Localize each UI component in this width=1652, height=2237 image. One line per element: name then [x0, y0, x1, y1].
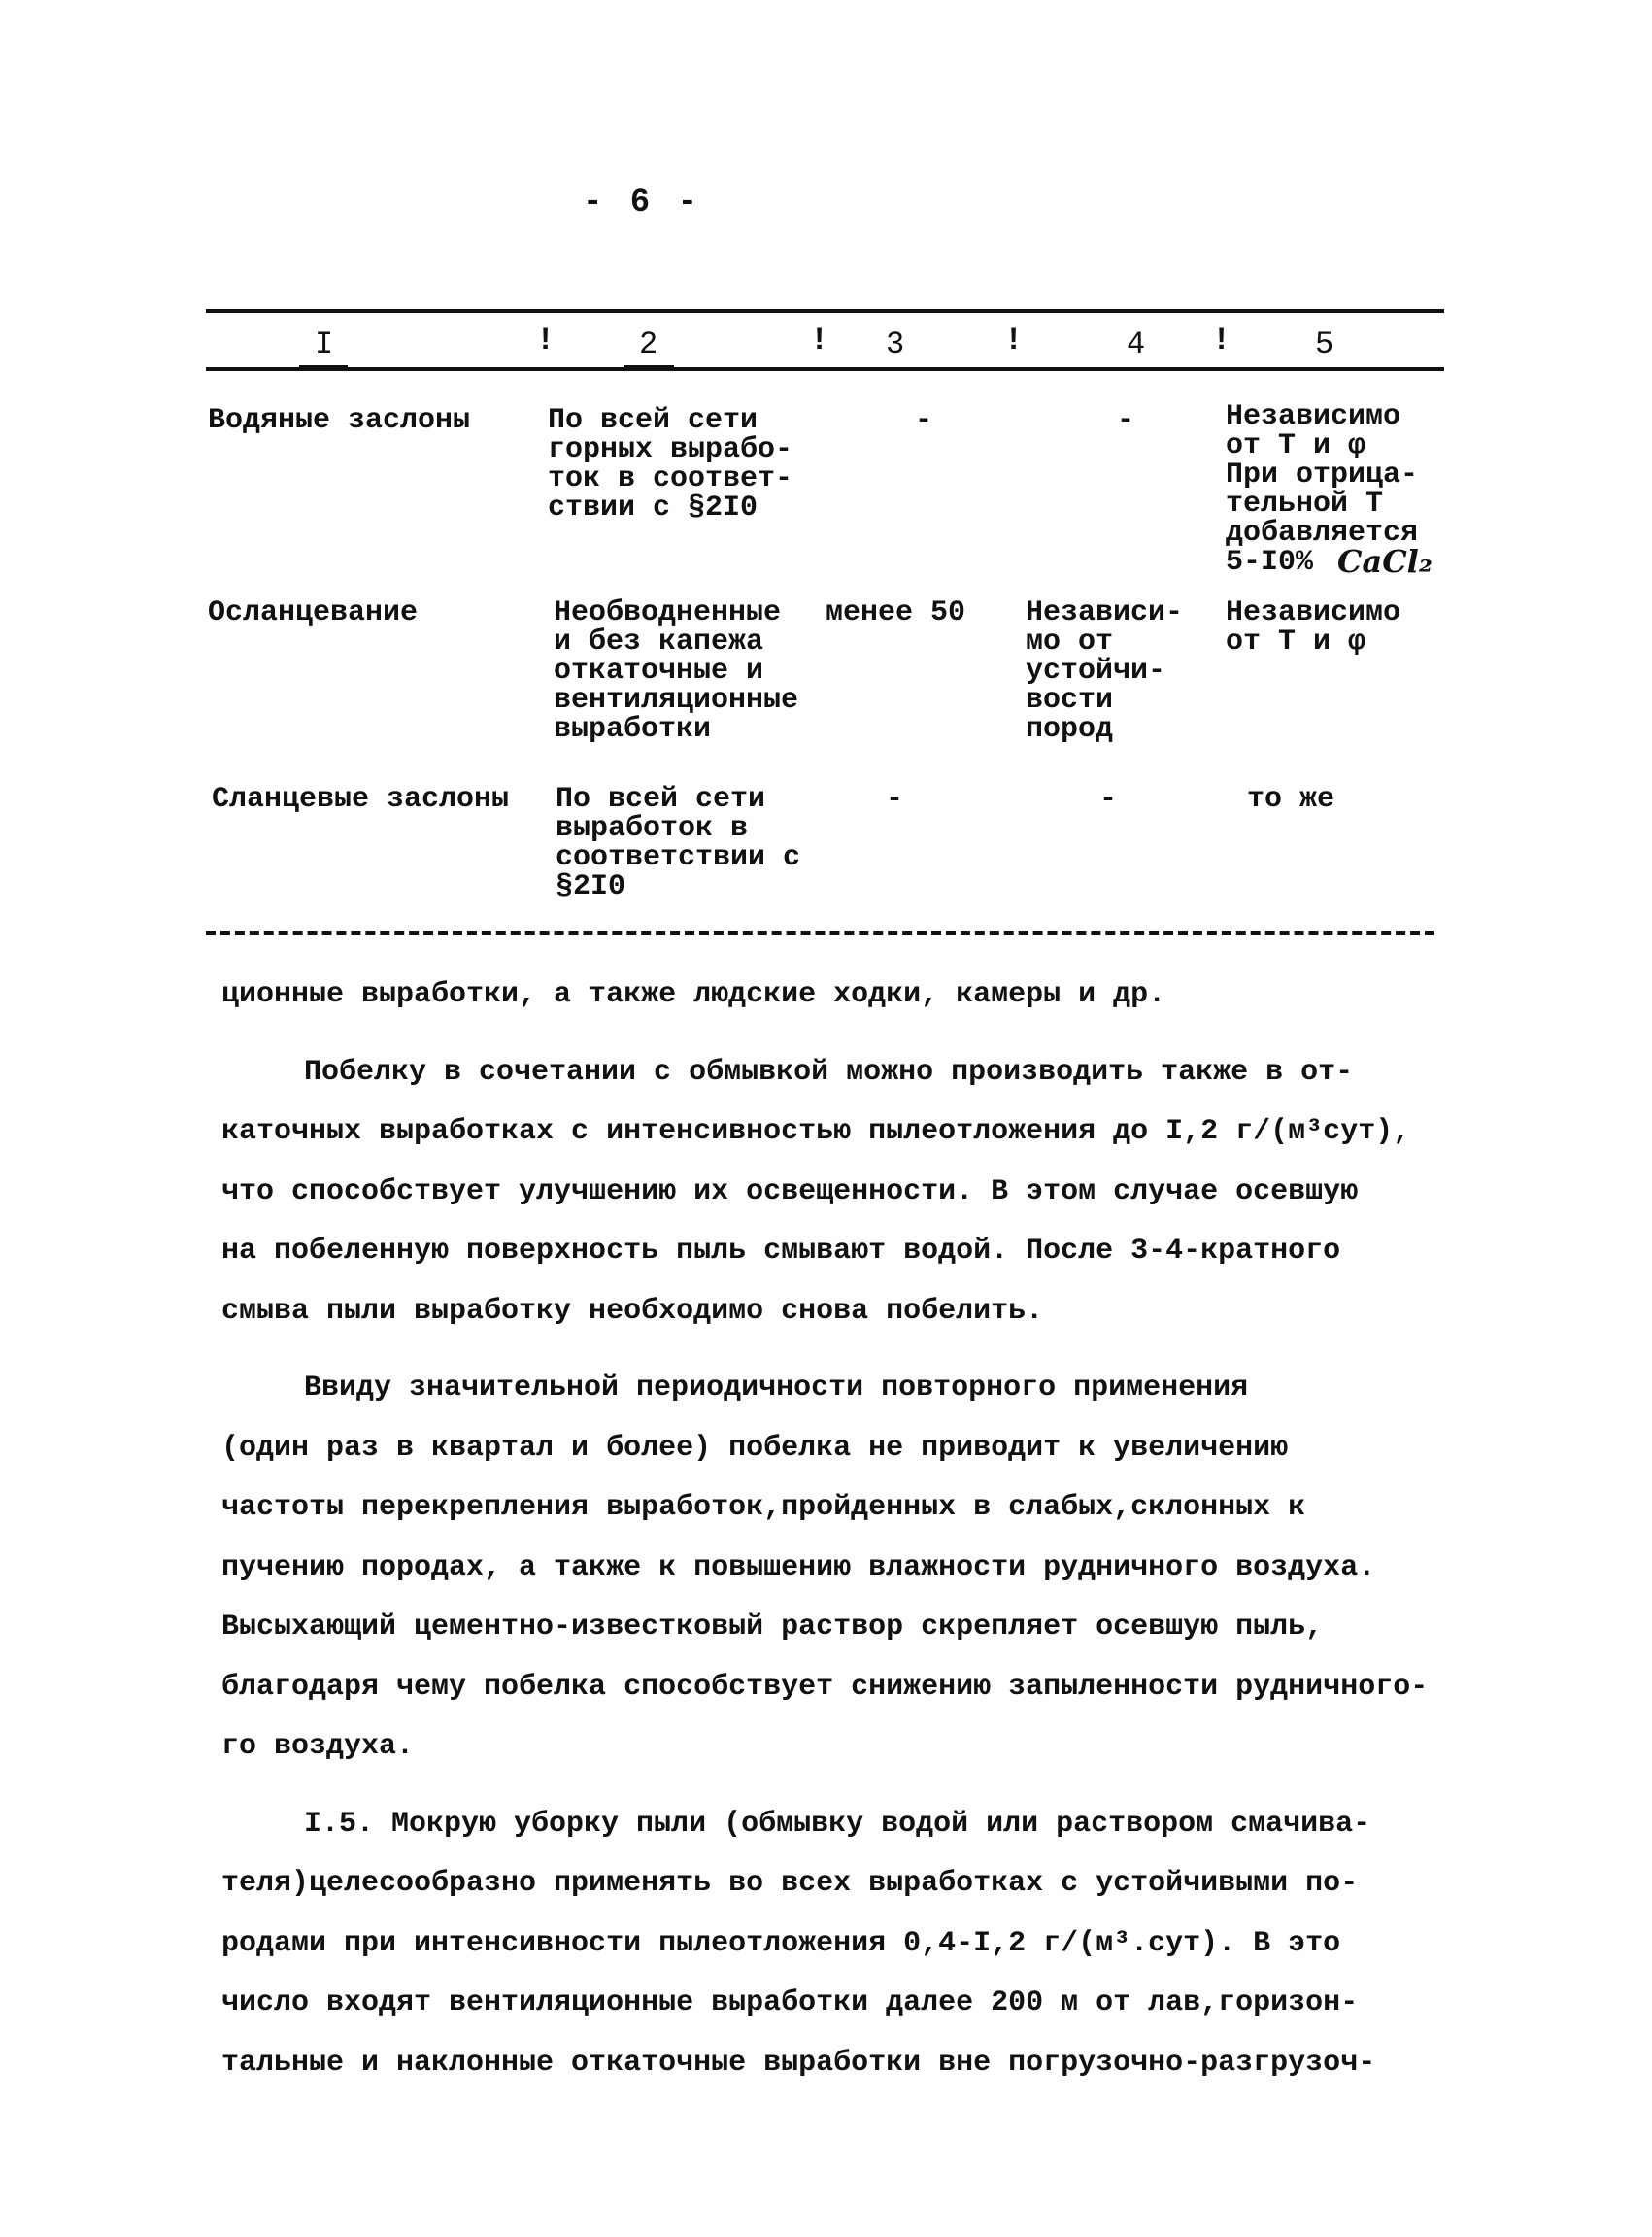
table-row-3-col4: -: [1099, 783, 1118, 816]
column-header-1: I: [315, 326, 334, 362]
text-line: частоты перекрепления выработок,пройденных в слабых,склонных к: [221, 1491, 1306, 1524]
text-line: каточных выработках с интенсивностью пылеотложения до I,2 г/(м³сут),: [221, 1115, 1411, 1148]
table-row-2-col3: менее 50: [826, 596, 966, 629]
table-bottom-dashed-rule: [206, 931, 1434, 935]
table-row-3-name: Сланцевые заслоны: [212, 783, 510, 816]
table-row-1-col3: -: [915, 404, 933, 437]
column-separator: !: [1212, 322, 1231, 358]
text-line: число входят вентиляционные выработки далее 200 м от лав,горизон-: [221, 1986, 1359, 2019]
column-separator: !: [536, 322, 556, 358]
paragraph: [221, 1359, 1445, 1778]
table-row-3-col3: -: [886, 783, 904, 816]
table-header-rule: [206, 367, 1444, 371]
paragraph: [221, 966, 1445, 1026]
text-line: на побеленную поверхность пыль смывают водой. После 3-4-кратного: [221, 1235, 1341, 1268]
column-separator: !: [810, 322, 829, 358]
text-line: что способствует улучшению их освещенности. В этом случае осевшую: [221, 1174, 1359, 1208]
text-line: го воздуха.: [221, 1730, 415, 1763]
body-text: [221, 966, 1445, 2111]
table-row-2-scope: Необводненные и без капежа откаточные и вентиляционные выработки: [554, 596, 799, 746]
text-line: тальные и наклонные откаточные выработки вне погрузочно-разгрузоч-: [221, 2046, 1376, 2080]
text-line: I.5. Мокрую уборку пыли (обмывку водой или раствором смачива-: [304, 1807, 1371, 1841]
text-line: Ввиду значительной периодичности повторного применения: [304, 1372, 1249, 1405]
table-row-1-scope: По всей сети горных вырабо- ток в соответ- ствии с §2I0: [548, 404, 793, 525]
text-line: смыва пыли выработку необходимо снова побелить.: [221, 1294, 1044, 1328]
table-row-1-conditions: Независимо от Т и φ При отрица- тельной Т добавляется 5-I0%: [1226, 400, 1419, 579]
table-row-3-scope: По всей сети выработок в соответствии с §2I0: [556, 783, 801, 903]
text-line: Побелку в сочетании с обмывкой можно производить также в от-: [304, 1055, 1354, 1089]
text-line: теля)целесообразно применять во всех выработках с устойчивыми по-: [221, 1867, 1359, 1900]
text-line: пучению породах, а также к повышению влажности рудничного воздуха.: [221, 1550, 1376, 1584]
table-top-rule: [206, 309, 1444, 313]
table-row-3-conditions: то же: [1247, 783, 1335, 816]
table-row-2-name: Осланцевание: [208, 596, 419, 629]
text-line: благодаря чему побелка способствует снижению запыленности рудничного-: [221, 1670, 1429, 1704]
paragraph: [221, 1043, 1445, 1342]
table-row-1-handwritten-formula: CaCl₂: [1337, 543, 1433, 580]
column-header-2: 2: [639, 326, 658, 362]
text-line: (один раз в квартал и более) побелка не приводит к увеличению: [221, 1431, 1289, 1465]
page-number: - 6 -: [583, 185, 702, 221]
column-header-4: 4: [1127, 326, 1146, 362]
paragraph: [221, 1795, 1445, 2094]
column-separator: !: [1004, 322, 1024, 358]
table-row-1-col4: -: [1117, 404, 1135, 437]
text-line: родами при интенсивности пылеотложения 0,4-I,2 г/(м³.сут). В это: [221, 1926, 1341, 1960]
column-header-3: 3: [886, 326, 905, 362]
table-row-1-name: Водяные заслоны: [208, 404, 471, 437]
column-header-5: 5: [1315, 326, 1334, 362]
text-line: ционные выработки, а также людские ходки, камеры и др.: [221, 978, 1166, 1011]
table-row-2-conditions: Независимо от Т и φ: [1226, 596, 1401, 659]
text-line: Высыхающий цементно-известковый раствор скрепляет осевшую пыль,: [221, 1610, 1324, 1644]
table-row-2-col4: Независи- мо от устойчи- вости пород: [1026, 596, 1184, 746]
